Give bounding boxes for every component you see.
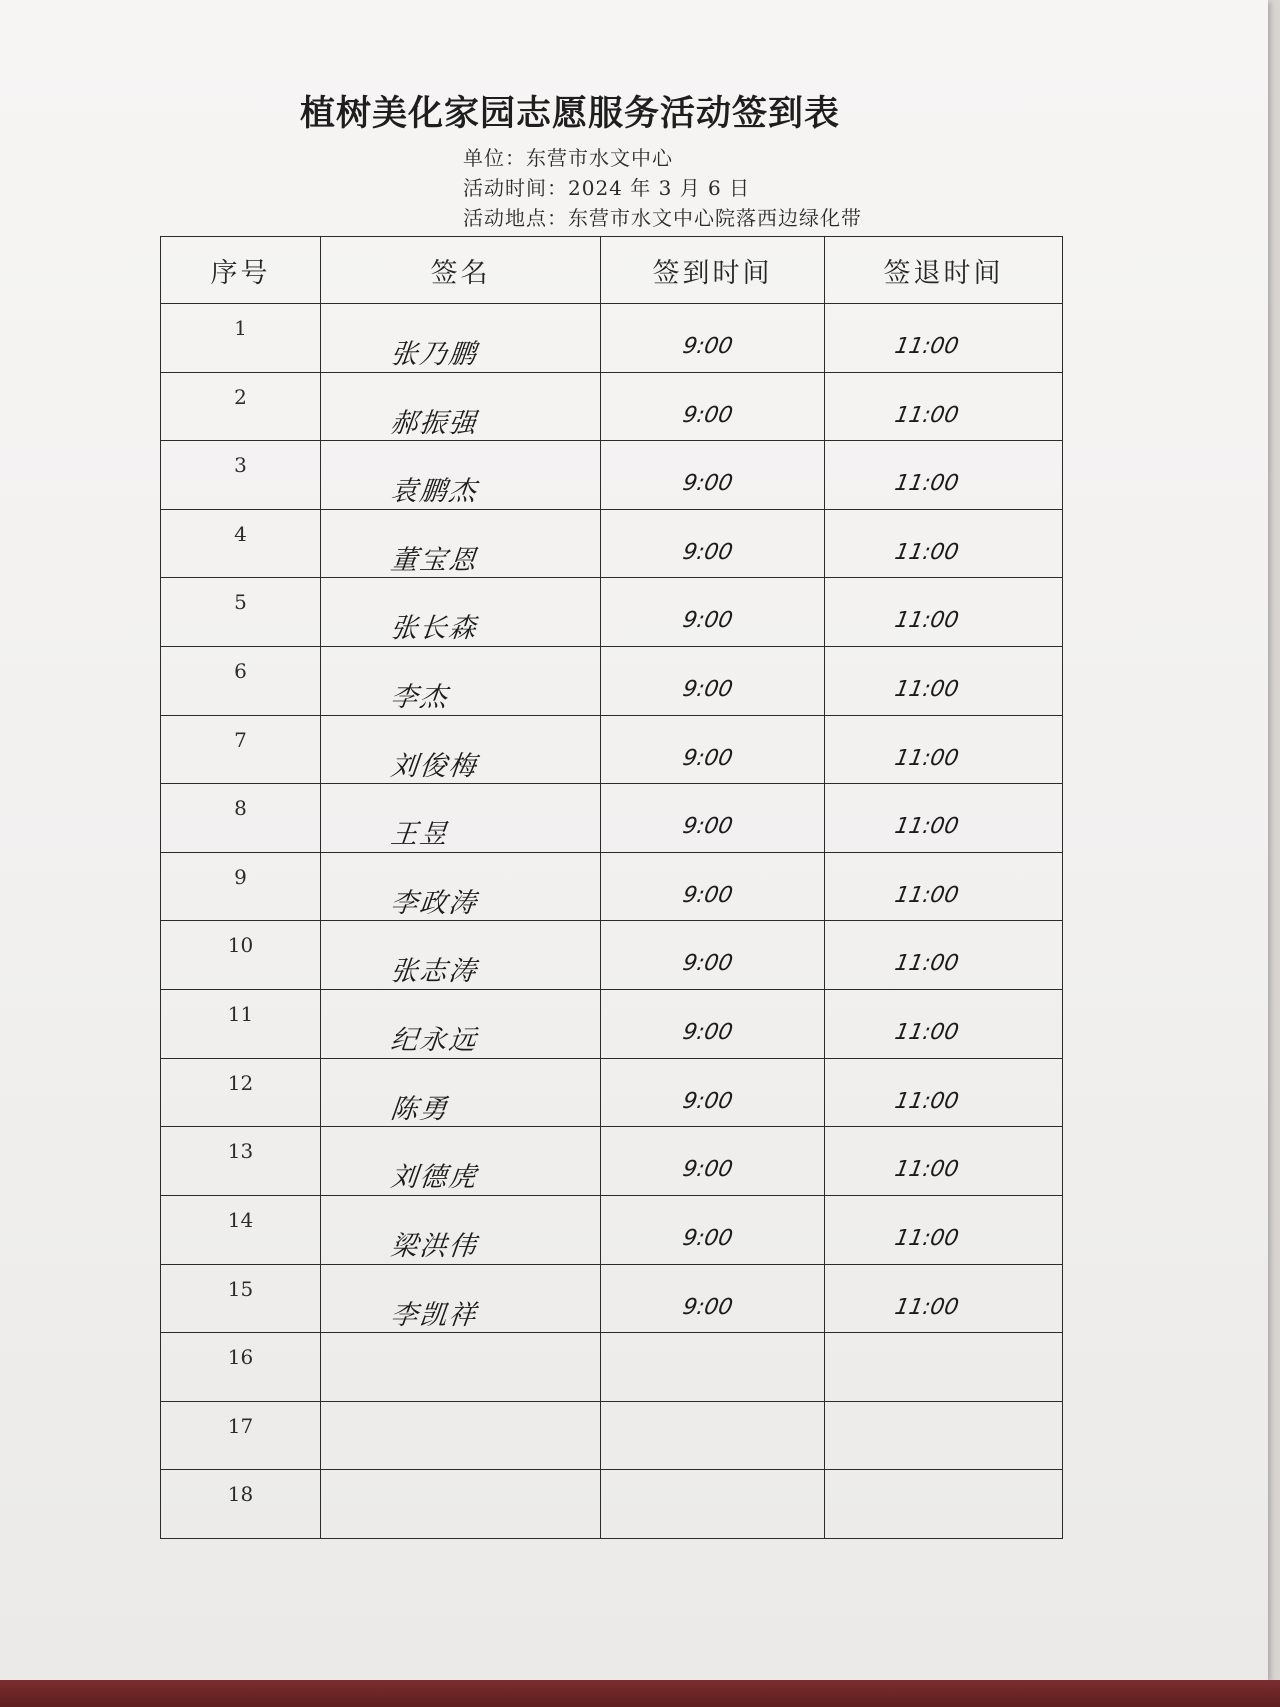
checkout-time-cell — [825, 784, 1063, 853]
row-number: 11 — [227, 1002, 254, 1027]
checkout-time-cell — [825, 578, 1063, 647]
checkout-time: 11:00 — [892, 951, 961, 977]
table-row — [161, 441, 1063, 510]
signature: 董宝恩 — [389, 544, 480, 576]
table-row — [161, 304, 1063, 373]
checkin-time-cell — [601, 1127, 825, 1196]
signature-cell — [321, 647, 601, 716]
row-number: 6 — [234, 659, 247, 684]
signature: 李政涛 — [389, 887, 480, 919]
table-row — [161, 1333, 1063, 1402]
row-number-cell — [161, 647, 321, 716]
table-row — [161, 1127, 1063, 1196]
row-number-cell — [161, 1127, 321, 1196]
table-row — [161, 990, 1063, 1059]
checkin-time: 9:00 — [680, 882, 735, 908]
signature-cell — [321, 921, 601, 990]
checkout-time-cell — [825, 990, 1063, 1059]
table-row — [161, 1470, 1063, 1539]
row-number-cell — [161, 1333, 321, 1402]
col-header-signature: 签名 — [321, 237, 601, 304]
row-number: 12 — [227, 1070, 254, 1095]
checkin-time-cell — [601, 1470, 825, 1539]
checkout-time-cell — [825, 715, 1063, 784]
checkin-time-cell — [601, 852, 825, 921]
checkin-time: 9:00 — [680, 1157, 735, 1183]
table-row — [161, 1264, 1063, 1333]
checkin-time-cell — [601, 441, 825, 510]
table-row — [161, 921, 1063, 990]
signature: 张乃鹏 — [389, 339, 480, 370]
signature-cell — [321, 784, 601, 853]
table-row — [161, 1058, 1063, 1127]
signature-cell — [321, 372, 601, 441]
signature: 王昱 — [389, 819, 451, 851]
row-number: 1 — [234, 316, 247, 340]
checkout-time-cell — [825, 647, 1063, 716]
checkin-time: 9:00 — [680, 334, 735, 359]
row-number: 15 — [227, 1276, 254, 1301]
checkin-time: 9:00 — [680, 1088, 735, 1114]
checkout-time-cell — [825, 1333, 1063, 1402]
activity-place-line: 活动地点：东营市水文中心院落西边绿化带 — [463, 206, 862, 230]
form-title: 植树美化家园志愿服务活动签到表 — [300, 93, 841, 134]
checkout-time: 11:00 — [892, 814, 961, 840]
checkout-time: 11:00 — [892, 882, 961, 908]
checkout-time-cell — [825, 1195, 1063, 1264]
row-number: 4 — [234, 521, 247, 546]
signature: 张长森 — [389, 613, 480, 645]
row-number-cell — [161, 1195, 321, 1264]
signature-cell — [321, 441, 601, 510]
signature: 郝振强 — [389, 407, 480, 439]
checkin-time-cell — [601, 578, 825, 647]
signature-cell — [321, 1264, 601, 1333]
checkout-time: 11:00 — [892, 402, 961, 428]
table-row — [161, 1401, 1063, 1470]
row-number-cell — [161, 784, 321, 853]
row-number-cell — [161, 1401, 321, 1470]
checkout-time-cell — [825, 509, 1063, 578]
row-number: 10 — [227, 933, 254, 958]
row-number-cell — [161, 990, 321, 1059]
activity-time-line: 活动时间：2024 年 3 月 6 日 — [463, 176, 751, 200]
checkout-time-cell — [825, 852, 1063, 921]
row-number-cell — [161, 441, 321, 510]
signature-cell — [321, 1333, 601, 1402]
col-header-checkin-time: 签到时间 — [601, 237, 825, 304]
checkout-time: 11:00 — [892, 1225, 961, 1251]
table-row — [161, 852, 1063, 921]
row-number: 13 — [227, 1139, 254, 1164]
checkin-time-cell — [601, 784, 825, 853]
checkout-time-cell — [825, 304, 1063, 373]
table-row — [161, 647, 1063, 716]
row-number: 2 — [234, 384, 247, 409]
table-row — [161, 372, 1063, 441]
checkin-time: 9:00 — [680, 471, 735, 497]
checkin-time: 9:00 — [680, 539, 735, 565]
table-row — [161, 784, 1063, 853]
signature: 袁鹏杰 — [389, 476, 480, 508]
row-number-cell — [161, 1470, 321, 1539]
row-number: 14 — [227, 1207, 254, 1232]
checkin-time-cell — [601, 509, 825, 578]
signature: 刘德虎 — [389, 1162, 480, 1194]
signature: 纪永远 — [389, 1025, 480, 1057]
row-number-cell — [161, 578, 321, 647]
checkin-time-cell — [601, 990, 825, 1059]
checkin-time: 9:00 — [680, 814, 735, 840]
checkout-time-cell — [825, 441, 1063, 510]
row-number-cell — [161, 715, 321, 784]
row-number: 9 — [234, 864, 247, 889]
signature-cell — [321, 852, 601, 921]
checkin-time: 9:00 — [680, 1294, 735, 1320]
signature-cell — [321, 1127, 601, 1196]
checkout-time: 11:00 — [892, 1157, 961, 1183]
checkout-time: 11:00 — [892, 608, 961, 634]
checkin-time: 9:00 — [680, 951, 735, 977]
row-number-cell — [161, 852, 321, 921]
signature-cell — [321, 1195, 601, 1264]
checkout-time-cell — [825, 1264, 1063, 1333]
checkin-time-cell — [601, 647, 825, 716]
signature: 刘俊梅 — [389, 750, 480, 782]
row-number: 17 — [227, 1413, 254, 1438]
checkin-time-cell — [601, 1401, 825, 1470]
checkout-time-cell — [825, 1401, 1063, 1470]
table-header-row — [161, 237, 1063, 304]
checkout-time: 11:00 — [892, 1294, 961, 1320]
table-row — [161, 715, 1063, 784]
checkout-time-cell — [825, 921, 1063, 990]
table-row — [161, 509, 1063, 578]
row-number: 3 — [234, 453, 247, 478]
checkin-time-cell — [601, 1333, 825, 1402]
checkin-time-cell — [601, 715, 825, 784]
checkout-time-cell — [825, 372, 1063, 441]
signature: 李凯祥 — [389, 1299, 480, 1331]
signature-cell — [321, 990, 601, 1059]
checkin-time: 9:00 — [680, 1225, 735, 1251]
row-number-cell — [161, 304, 321, 373]
row-number-cell — [161, 1058, 321, 1127]
checkin-time-cell — [601, 372, 825, 441]
checkout-time: 11:00 — [892, 539, 961, 565]
checkin-time: 9:00 — [680, 677, 735, 703]
table-surface — [0, 1680, 1280, 1707]
checkin-time-cell — [601, 921, 825, 990]
checkout-time: 11:00 — [892, 745, 961, 771]
row-number: 16 — [227, 1345, 254, 1370]
signature-cell — [321, 715, 601, 784]
checkin-time-cell — [601, 304, 825, 373]
row-number-cell — [161, 509, 321, 578]
signature-cell — [321, 1401, 601, 1470]
signature: 张志涛 — [389, 956, 480, 988]
table-row — [161, 1195, 1063, 1264]
row-number: 5 — [234, 590, 247, 615]
checkout-time: 11:00 — [892, 1088, 961, 1114]
signature: 陈勇 — [389, 1093, 451, 1125]
row-number-cell — [161, 1264, 321, 1333]
signature-cell — [321, 578, 601, 647]
checkout-time-cell — [825, 1470, 1063, 1539]
signature-cell — [321, 1058, 601, 1127]
checkout-time-cell — [825, 1058, 1063, 1127]
checkin-time-cell — [601, 1195, 825, 1264]
row-number-cell — [161, 921, 321, 990]
table-row — [161, 578, 1063, 647]
signature-cell — [321, 304, 601, 373]
signature: 李杰 — [389, 682, 451, 714]
sign-in-table — [160, 236, 1063, 1539]
row-number: 7 — [234, 727, 247, 752]
checkout-time: 11:00 — [892, 1020, 961, 1046]
checkin-time: 9:00 — [680, 1020, 735, 1046]
col-header-number: 序号 — [161, 237, 321, 304]
signature-cell — [321, 1470, 601, 1539]
unit-line: 单位：东营市水文中心 — [463, 146, 673, 170]
signature-cell — [321, 509, 601, 578]
checkin-time: 9:00 — [680, 402, 735, 428]
row-number: 8 — [234, 796, 247, 821]
checkin-time-cell — [601, 1058, 825, 1127]
checkout-time: 11:00 — [892, 471, 961, 497]
checkout-time: 11:00 — [892, 334, 961, 359]
col-header-checkout-time: 签退时间 — [825, 237, 1063, 304]
checkin-time: 9:00 — [680, 745, 735, 771]
row-number-cell — [161, 372, 321, 441]
checkin-time-cell — [601, 1264, 825, 1333]
row-number: 18 — [227, 1482, 254, 1507]
checkout-time: 11:00 — [892, 677, 961, 703]
signature: 梁洪伟 — [389, 1230, 480, 1262]
checkin-time: 9:00 — [680, 608, 735, 634]
checkout-time-cell — [825, 1127, 1063, 1196]
